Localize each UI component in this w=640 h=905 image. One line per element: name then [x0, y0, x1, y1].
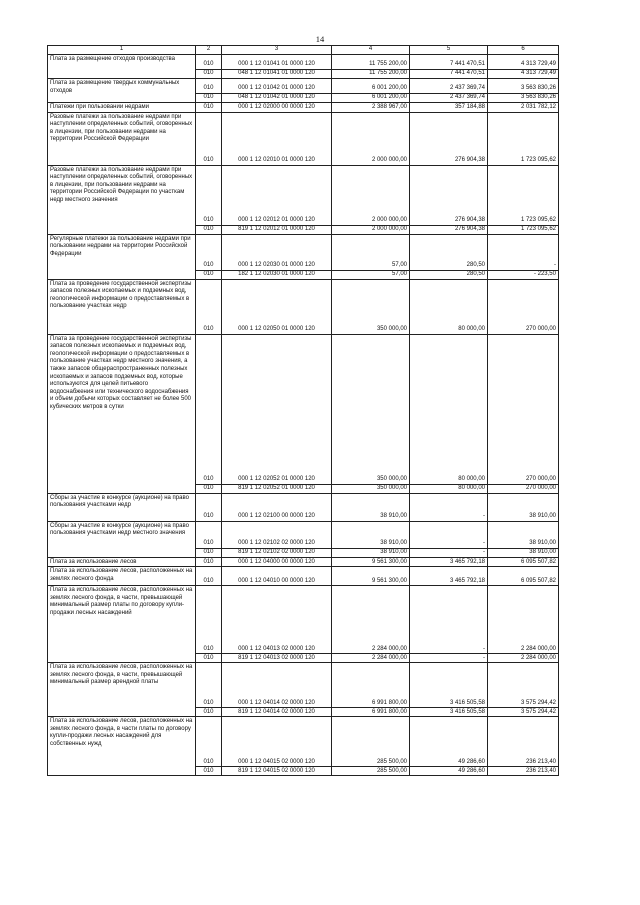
executed-amount: 2 437 369,74 — [410, 79, 488, 94]
unexecuted-amount: 6 095 507,82 — [488, 567, 559, 586]
admin-code: 010 — [196, 521, 222, 548]
admin-code: 010 — [196, 103, 222, 113]
budget-code: 000 1 12 04010 00 0000 120 — [222, 567, 332, 586]
budget-code: 000 1 12 01041 01 0000 120 — [222, 55, 332, 70]
budget-code: 000 1 12 02030 01 0000 120 — [222, 234, 332, 270]
row-label: Плата за проведение государственной экспертизы запасов полезных ископаемых и подземных вод, геологической информации о предоставляемых в пользование участках недр местного значения, а также запасов общераспространенных полезных ископаемых и запасов подземных вод, которые используются для целей питьевого водоснабжения или технического водоснабжения и объем добычи которых составляет не более 500 кубических метров в сутки — [48, 334, 196, 493]
admin-code: 010 — [196, 717, 222, 767]
page-number: 14 — [315, 34, 325, 44]
unexecuted-amount: 4 313 729,49 — [488, 55, 559, 70]
executed-amount: - — [410, 521, 488, 548]
revenue-table — [47, 45, 559, 776]
budget-code: 000 1 12 02012 01 0000 120 — [222, 165, 332, 225]
executed-amount: 276 904,38 — [410, 112, 488, 165]
executed-amount: 7 441 470,51 — [410, 70, 488, 79]
approved-amount: 38 910,00 — [332, 548, 410, 557]
admin-code: 010 — [196, 79, 222, 94]
approved-amount: 350 000,00 — [332, 484, 410, 493]
approved-amount: 38 910,00 — [332, 521, 410, 548]
approved-amount: 9 561 300,00 — [332, 557, 410, 567]
unexecuted-amount: - — [488, 234, 559, 270]
approved-amount: 11 755 200,00 — [332, 70, 410, 79]
row-label: Плата за использование лесов, расположенных на землях лесного фонда, в части, превышающей минимальный размер арендной платы — [48, 663, 196, 717]
table-row — [48, 334, 559, 484]
admin-code: 010 — [196, 279, 222, 334]
unexecuted-amount: 3 575 294,42 — [488, 708, 559, 717]
budget-code: 000 1 12 01042 01 0000 120 — [222, 79, 332, 94]
column-number-row — [48, 46, 559, 55]
unexecuted-amount: 3 563 830,26 — [488, 94, 559, 103]
admin-code: 010 — [196, 270, 222, 279]
budget-code: 000 1 12 04000 00 0000 120 — [222, 557, 332, 567]
approved-amount: 350 000,00 — [332, 279, 410, 334]
row-label: Плата за использование лесов, расположенных на землях лесного фонда, в части, превышающей минимальный размер платы по договору купли-продажи лесных насаждений — [48, 586, 196, 663]
budget-code: 819 1 12 04013 02 0000 120 — [222, 654, 332, 663]
approved-amount: 285 500,00 — [332, 767, 410, 776]
approved-amount: 6 991 800,00 — [332, 708, 410, 717]
executed-amount: 49 286,60 — [410, 717, 488, 767]
admin-code: 010 — [196, 112, 222, 165]
unexecuted-amount: 2 284 000,00 — [488, 586, 559, 654]
executed-amount: 80 000,00 — [410, 279, 488, 334]
row-label: Плата за размещение твердых коммунальных отходов — [48, 79, 196, 103]
row-label: Плата за размещение отходов производства — [48, 55, 196, 79]
admin-code: 010 — [196, 708, 222, 717]
budget-code: 000 1 12 02000 00 0000 120 — [222, 103, 332, 113]
unexecuted-amount: 2 031 782,12 — [488, 103, 559, 113]
row-label: Регулярные платежи за пользование недрами при пользовании недрами на территории Российской Федерации — [48, 234, 196, 279]
budget-code: 819 1 12 02052 01 0000 120 — [222, 484, 332, 493]
approved-amount: 2 284 000,00 — [332, 586, 410, 654]
executed-amount: 3 416 505,58 — [410, 708, 488, 717]
budget-code: 000 1 12 02010 01 0000 120 — [222, 112, 332, 165]
unexecuted-amount: 6 095 507,82 — [488, 557, 559, 567]
admin-code: 010 — [196, 225, 222, 234]
row-label: Плата за проведение государственной экспертизы запасов полезных ископаемых и подземных вод, геологической информации о предоставляемых в пользование участках недр — [48, 279, 196, 334]
approved-amount: 2 000 000,00 — [332, 112, 410, 165]
admin-code: 010 — [196, 663, 222, 708]
table-row — [48, 279, 559, 334]
approved-amount: 57,00 — [332, 234, 410, 270]
table-row — [48, 521, 559, 548]
column-number-6: 6 — [488, 46, 559, 55]
executed-amount: 357 184,88 — [410, 103, 488, 113]
admin-code: 010 — [196, 548, 222, 557]
table-row — [48, 663, 559, 708]
admin-code: 010 — [196, 234, 222, 270]
approved-amount: 9 561 300,00 — [332, 567, 410, 586]
executed-amount: 80 000,00 — [410, 334, 488, 484]
admin-code: 010 — [196, 557, 222, 567]
row-label: Плата за использование лесов, расположенных на землях лесного фонда, в части платы по договору купли-продажи лесных насаждений для собственных нужд — [48, 717, 196, 776]
executed-amount: - — [410, 493, 488, 521]
row-label: Разовые платежи за пользование недрами при наступлении определенных событий, оговоренных в лицензии, при пользовании недрами на территории Российской Федерации по участкам недр местного значения — [48, 165, 196, 234]
budget-code: 048 1 12 01042 01 0000 120 — [222, 94, 332, 103]
executed-amount: 49 286,60 — [410, 767, 488, 776]
table-row — [48, 165, 559, 225]
approved-amount: 6 001 200,00 — [332, 94, 410, 103]
row-label: Сборы за участие в конкурсе (аукционе) на право пользования участками недр — [48, 493, 196, 521]
approved-amount: 6 001 200,00 — [332, 79, 410, 94]
budget-code: 000 1 12 02052 01 0000 120 — [222, 334, 332, 484]
unexecuted-amount: - 223,50 — [488, 270, 559, 279]
unexecuted-amount: 270 000,00 — [488, 279, 559, 334]
row-label: Разовые платежи за пользование недрами при наступлении определенных событий, оговоренных в лицензии, при пользовании недрами на территории Российской Федерации — [48, 112, 196, 165]
admin-code: 010 — [196, 70, 222, 79]
table-row — [48, 493, 559, 521]
admin-code: 010 — [196, 493, 222, 521]
budget-code: 819 1 12 02012 01 0000 120 — [222, 225, 332, 234]
budget-code: 000 1 12 04015 02 0000 120 — [222, 717, 332, 767]
table-row — [48, 103, 559, 113]
table-row — [48, 557, 559, 567]
column-number-3: 3 — [222, 46, 332, 55]
table-row — [48, 55, 559, 70]
approved-amount: 6 991 800,00 — [332, 663, 410, 708]
unexecuted-amount: 270 000,00 — [488, 334, 559, 484]
unexecuted-amount: 38 910,00 — [488, 493, 559, 521]
approved-amount: 38 910,00 — [332, 493, 410, 521]
row-label: Платежи при пользовании недрами — [48, 103, 196, 113]
admin-code: 010 — [196, 586, 222, 654]
table-row — [48, 79, 559, 94]
budget-code: 000 1 12 02100 00 0000 120 — [222, 493, 332, 521]
approved-amount: 57,00 — [332, 270, 410, 279]
table-row — [48, 567, 559, 586]
unexecuted-amount: 38 910,00 — [488, 521, 559, 548]
budget-code: 000 1 12 02050 01 0000 120 — [222, 279, 332, 334]
unexecuted-amount: 4 313 729,49 — [488, 70, 559, 79]
row-label: Плата за использование лесов, расположенных на землях лесного фонда — [48, 567, 196, 586]
budget-code: 819 1 12 04015 02 0000 120 — [222, 767, 332, 776]
budget-code: 000 1 12 02102 02 0000 120 — [222, 521, 332, 548]
column-number-1: 1 — [48, 46, 196, 55]
column-number-2: 2 — [196, 46, 222, 55]
executed-amount: 3 465 792,18 — [410, 557, 488, 567]
approved-amount: 11 755 200,00 — [332, 55, 410, 70]
row-label: Сборы за участие в конкурсе (аукционе) на право пользования участками недр местного значения — [48, 521, 196, 557]
executed-amount: 3 416 505,58 — [410, 663, 488, 708]
executed-amount: 3 465 792,18 — [410, 567, 488, 586]
executed-amount: 280,50 — [410, 270, 488, 279]
budget-code: 048 1 12 01041 01 0000 120 — [222, 70, 332, 79]
admin-code: 010 — [196, 165, 222, 225]
executed-amount: 276 904,38 — [410, 225, 488, 234]
executed-amount: 80 000,00 — [410, 484, 488, 493]
unexecuted-amount: 236 213,40 — [488, 767, 559, 776]
column-number-4: 4 — [332, 46, 410, 55]
row-label: Плата за использование лесов — [48, 557, 196, 567]
table-row — [48, 586, 559, 654]
budget-code: 182 1 12 02030 01 0000 120 — [222, 270, 332, 279]
executed-amount: - — [410, 548, 488, 557]
unexecuted-amount: 1 723 095,62 — [488, 112, 559, 165]
budget-code: 819 1 12 04014 02 0000 120 — [222, 708, 332, 717]
approved-amount: 2 284 000,00 — [332, 654, 410, 663]
unexecuted-amount: 3 575 294,42 — [488, 663, 559, 708]
executed-amount: 2 437 369,74 — [410, 94, 488, 103]
approved-amount: 2 000 000,00 — [332, 225, 410, 234]
budget-code: 819 1 12 02102 02 0000 120 — [222, 548, 332, 557]
executed-amount: 7 441 470,51 — [410, 55, 488, 70]
approved-amount: 350 000,00 — [332, 334, 410, 484]
unexecuted-amount: 1 723 095,62 — [488, 225, 559, 234]
admin-code: 010 — [196, 767, 222, 776]
admin-code: 010 — [196, 484, 222, 493]
table-row — [48, 234, 559, 270]
admin-code: 010 — [196, 654, 222, 663]
budget-code: 000 1 12 04013 02 0000 120 — [222, 586, 332, 654]
column-number-5: 5 — [410, 46, 488, 55]
admin-code: 010 — [196, 55, 222, 70]
admin-code: 010 — [196, 94, 222, 103]
unexecuted-amount: 236 213,40 — [488, 717, 559, 767]
table-row — [48, 112, 559, 165]
executed-amount: - — [410, 654, 488, 663]
unexecuted-amount: 38 910,00 — [488, 548, 559, 557]
unexecuted-amount: 1 723 095,62 — [488, 165, 559, 225]
unexecuted-amount: 3 563 830,26 — [488, 79, 559, 94]
executed-amount: 280,50 — [410, 234, 488, 270]
unexecuted-amount: 270 000,00 — [488, 484, 559, 493]
table-row — [48, 717, 559, 767]
executed-amount: 276 904,38 — [410, 165, 488, 225]
unexecuted-amount: 2 284 000,00 — [488, 654, 559, 663]
admin-code: 010 — [196, 567, 222, 586]
approved-amount: 2 000 000,00 — [332, 165, 410, 225]
admin-code: 010 — [196, 334, 222, 484]
executed-amount: - — [410, 586, 488, 654]
budget-code: 000 1 12 04014 02 0000 120 — [222, 663, 332, 708]
approved-amount: 285 500,00 — [332, 717, 410, 767]
approved-amount: 2 388 967,00 — [332, 103, 410, 113]
